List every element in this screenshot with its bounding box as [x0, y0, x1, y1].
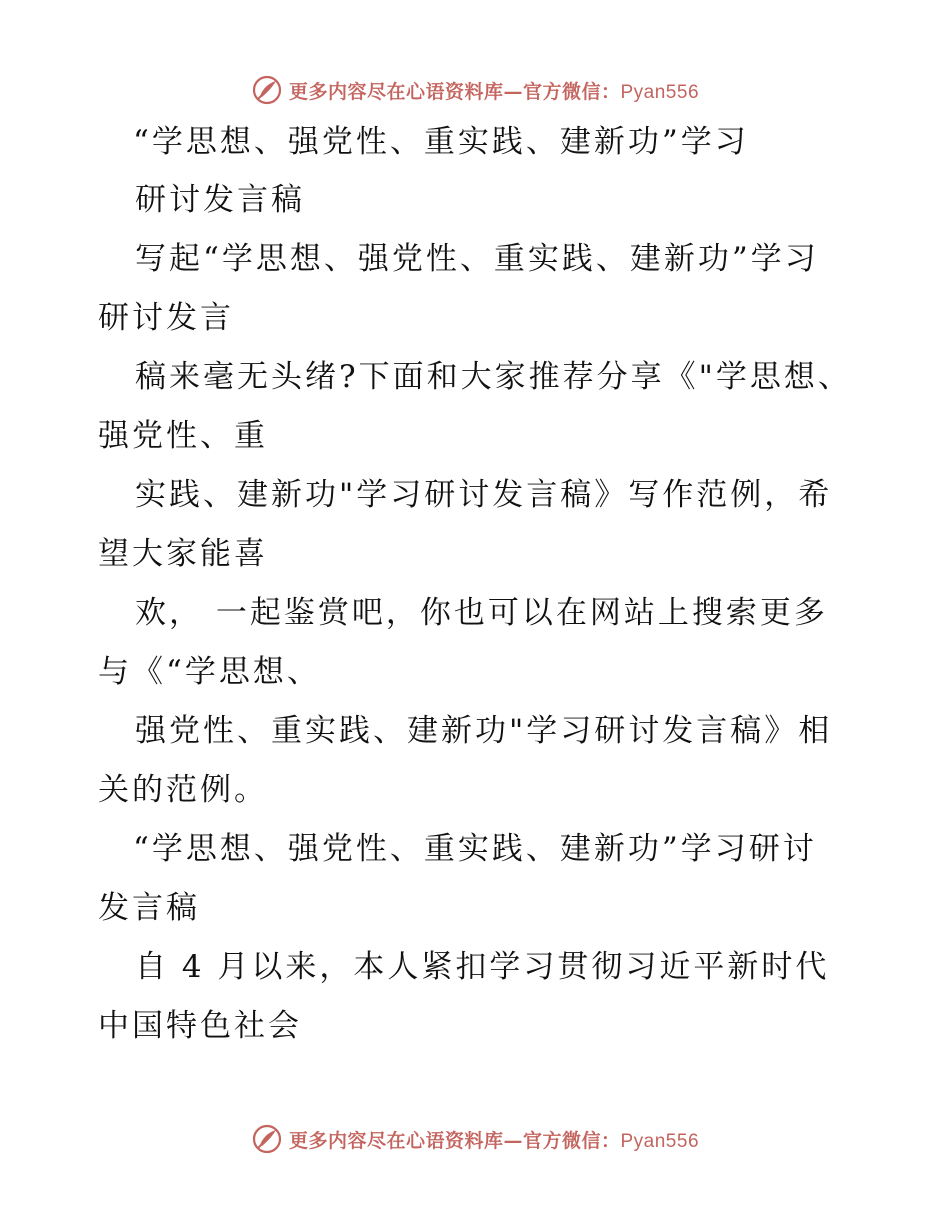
text-line: 关的范例。 — [98, 772, 268, 808]
text-line: “学思想、强党性、重实践、建新功”学习 — [133, 124, 749, 160]
text-line: “学思想、强党性、重实践、建新功”学习研讨 — [133, 831, 817, 867]
footer-watermark — [0, 1119, 950, 1159]
watermark-text: 更多内容尽在心语资料库—官方微信：Pyan556 — [288, 80, 700, 103]
quill-logo-icon — [251, 74, 283, 106]
header-watermark — [0, 70, 950, 110]
text-line: 研讨发言稿 — [135, 182, 305, 218]
quill-logo-icon — [251, 1123, 283, 1155]
text-line: 中国特色社会 — [98, 1008, 302, 1044]
watermark-text: 更多内容尽在心语资料库—官方微信：Pyan556 — [288, 1129, 700, 1152]
text-line: 研讨发言 — [98, 300, 234, 336]
text-line: 欢， 一起鉴赏吧，你也可以在网站上搜索更多 — [135, 595, 828, 631]
text-line: 发言稿 — [98, 890, 200, 926]
watermark-wechat-id: Pyan556 — [620, 81, 700, 103]
text-line: 稿来毫无头绪?下面和大家推荐分享《"学思想、 — [135, 359, 852, 395]
text-line: 写起“学思想、强党性、重实践、建新功”学习 — [135, 241, 819, 277]
text-line: 与《“学思想、 — [98, 654, 321, 690]
text-line: 强党性、重 — [98, 418, 268, 454]
text-line: 望大家能喜 — [98, 536, 268, 572]
text-line: 强党性、重实践、建新功"学习研讨发言稿》相 — [135, 713, 833, 749]
watermark-wechat-id: Pyan556 — [620, 1130, 700, 1152]
text-line: 自 4 月以来，本人紧扣学习贯彻习近平新时代 — [135, 949, 830, 985]
text-line: 实践、建新功"学习研讨发言稿》写作范例，希 — [135, 477, 833, 513]
